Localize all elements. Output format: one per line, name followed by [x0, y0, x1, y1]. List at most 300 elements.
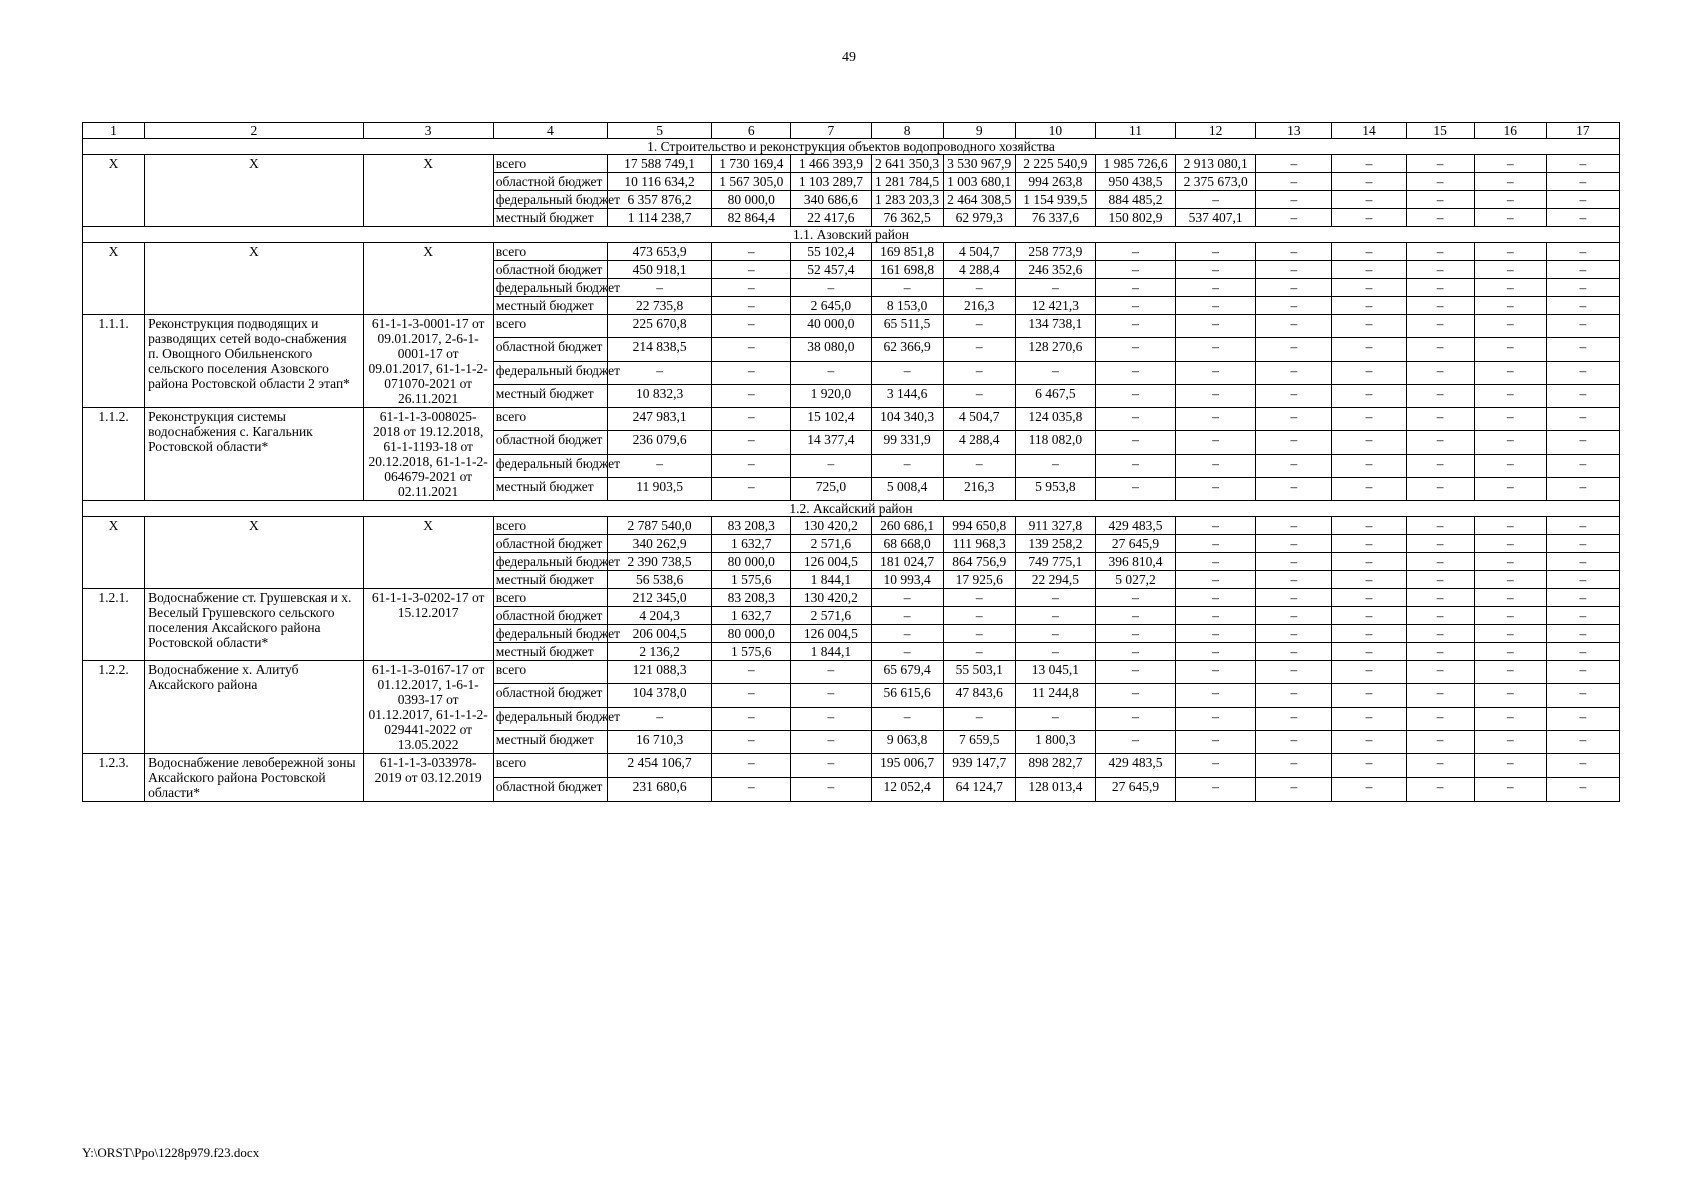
table-row — [83, 315, 1620, 338]
value-cell: 1 920,0 — [791, 384, 871, 407]
value-cell: 99 331,9 — [871, 431, 943, 454]
value-cell: – — [712, 408, 791, 431]
value-cell: – — [1176, 684, 1256, 707]
value-cell: – — [1095, 707, 1175, 730]
value-cell: 13 045,1 — [1015, 661, 1095, 684]
value-cell: – — [1256, 571, 1332, 589]
value-cell: – — [1015, 589, 1095, 607]
value-cell: – — [1095, 297, 1175, 315]
value-cell: 1 844,1 — [791, 643, 871, 661]
value-cell: – — [943, 384, 1015, 407]
value-cell: – — [1332, 191, 1406, 209]
value-cell: 429 483,5 — [1095, 517, 1175, 535]
value-cell: 52 457,4 — [791, 261, 871, 279]
value-cell: – — [1406, 643, 1474, 661]
value-cell: – — [1015, 361, 1095, 384]
value-cell: 1 632,7 — [712, 607, 791, 625]
section-title-row — [83, 501, 1620, 517]
value-cell: 128 013,4 — [1015, 778, 1095, 802]
value-cell: 17 588 749,1 — [608, 155, 712, 173]
item-name: Реконструкция подводящих и разводящих сетей водо-снабжения п. Овощного Обильненского сельского поселения Азовского района Ростовской области 2 этап* — [145, 315, 363, 408]
budget-label: федеральный бюджет — [493, 707, 607, 730]
value-cell: – — [712, 384, 791, 407]
value-cell: 62 979,3 — [943, 209, 1015, 227]
value-cell: – — [1176, 589, 1256, 607]
value-cell: 134 738,1 — [1015, 315, 1095, 338]
value-cell: 16 710,3 — [608, 730, 712, 753]
value-cell: – — [1406, 361, 1474, 384]
column-header: 15 — [1406, 123, 1474, 139]
budget-label: всего — [493, 517, 607, 535]
value-cell: 216,3 — [943, 297, 1015, 315]
value-cell: – — [1406, 261, 1474, 279]
value-cell: – — [1546, 361, 1619, 384]
value-cell: – — [1406, 589, 1474, 607]
value-cell: – — [1015, 625, 1095, 643]
value-cell: – — [943, 707, 1015, 730]
value-cell: – — [1015, 607, 1095, 625]
column-header: 11 — [1095, 123, 1175, 139]
value-cell: – — [1406, 243, 1474, 261]
item-name: Х — [145, 243, 363, 315]
value-cell: 1 844,1 — [791, 571, 871, 589]
value-cell: – — [1546, 643, 1619, 661]
value-cell: – — [1256, 297, 1332, 315]
value-cell: – — [1546, 431, 1619, 454]
budget-label: местный бюджет — [493, 643, 607, 661]
value-cell: – — [712, 730, 791, 753]
value-cell: – — [1256, 173, 1332, 191]
column-header: 17 — [1546, 123, 1619, 139]
column-header: 7 — [791, 123, 871, 139]
value-cell: 10 116 634,2 — [608, 173, 712, 191]
value-cell: – — [1546, 243, 1619, 261]
value-cell: – — [1256, 209, 1332, 227]
value-cell: 898 282,7 — [1015, 754, 1095, 778]
value-cell: – — [1406, 684, 1474, 707]
value-cell: – — [1332, 297, 1406, 315]
value-cell: 195 006,7 — [871, 754, 943, 778]
value-cell: 1 985 726,6 — [1095, 155, 1175, 173]
value-cell: – — [1474, 261, 1546, 279]
value-cell: – — [871, 279, 943, 297]
value-cell: 340 686,6 — [791, 191, 871, 209]
value-cell: 130 420,2 — [791, 589, 871, 607]
value-cell: – — [1332, 707, 1406, 730]
value-cell: 537 407,1 — [1176, 209, 1256, 227]
value-cell: 6 357 876,2 — [608, 191, 712, 209]
value-cell: – — [1176, 477, 1256, 500]
value-cell: – — [1474, 338, 1546, 361]
value-cell: – — [1256, 778, 1332, 802]
footer-file-path: Y:\ORST\Ppo\1228p979.f23.docx — [82, 1145, 260, 1160]
column-header: 4 — [493, 123, 607, 139]
value-cell: – — [1176, 431, 1256, 454]
value-cell: 1 567 305,0 — [712, 173, 791, 191]
value-cell: – — [1406, 730, 1474, 753]
value-cell: – — [791, 778, 871, 802]
table-row — [83, 243, 1620, 261]
value-cell: – — [1176, 643, 1256, 661]
item-number: 1.2.3. — [83, 754, 145, 802]
table-row — [83, 754, 1620, 778]
value-cell: – — [1474, 173, 1546, 191]
value-cell: 4 288,4 — [943, 431, 1015, 454]
value-cell: – — [1256, 730, 1332, 753]
value-cell: 17 925,6 — [943, 571, 1015, 589]
value-cell: – — [1406, 209, 1474, 227]
value-cell: 5 008,4 — [871, 477, 943, 500]
value-cell: – — [1546, 408, 1619, 431]
item-number: 1.2.2. — [83, 661, 145, 754]
value-cell: – — [1095, 454, 1175, 477]
value-cell: 396 810,4 — [1095, 553, 1175, 571]
value-cell: – — [1332, 384, 1406, 407]
value-cell: – — [1474, 191, 1546, 209]
value-cell: – — [1406, 191, 1474, 209]
value-cell: 1 575,6 — [712, 643, 791, 661]
value-cell: – — [1176, 707, 1256, 730]
value-cell: – — [1332, 535, 1406, 553]
item-document-id: 61-1-1-3-008025-2018 от 19.12.2018, 61-1-1193-18 от 20.12.2018, 61-1-1-2-064679-2021 от 02.11.2021 — [363, 408, 493, 501]
value-cell: 83 208,3 — [712, 589, 791, 607]
value-cell: – — [1474, 454, 1546, 477]
value-cell: – — [1332, 454, 1406, 477]
value-cell: – — [1474, 535, 1546, 553]
value-cell: – — [1332, 243, 1406, 261]
value-cell: – — [1546, 209, 1619, 227]
value-cell: – — [1256, 315, 1332, 338]
value-cell: 12 052,4 — [871, 778, 943, 802]
value-cell: – — [1256, 707, 1332, 730]
value-cell: 206 004,5 — [608, 625, 712, 643]
value-cell: – — [1176, 607, 1256, 625]
budget-label: местный бюджет — [493, 297, 607, 315]
value-cell: – — [1474, 243, 1546, 261]
value-cell: – — [1406, 315, 1474, 338]
value-cell: – — [1015, 643, 1095, 661]
value-cell: 169 851,8 — [871, 243, 943, 261]
value-cell: – — [943, 279, 1015, 297]
value-cell: – — [1474, 431, 1546, 454]
value-cell: – — [712, 361, 791, 384]
value-cell: 181 024,7 — [871, 553, 943, 571]
value-cell: – — [1332, 209, 1406, 227]
value-cell: 4 504,7 — [943, 408, 1015, 431]
value-cell: – — [1406, 297, 1474, 315]
budget-label: федеральный бюджет — [493, 279, 607, 297]
column-header: 1 — [83, 123, 145, 139]
value-cell: – — [1406, 338, 1474, 361]
value-cell: – — [1095, 661, 1175, 684]
value-cell: 118 082,0 — [1015, 431, 1095, 454]
value-cell: 340 262,9 — [608, 535, 712, 553]
value-cell: – — [1546, 778, 1619, 802]
budget-label: всего — [493, 243, 607, 261]
value-cell: – — [1474, 517, 1546, 535]
value-cell: 65 679,4 — [871, 661, 943, 684]
item-name: Водоснабжение х. Алитуб Аксайского района — [145, 661, 363, 754]
value-cell: – — [871, 589, 943, 607]
value-cell: 56 615,6 — [871, 684, 943, 707]
value-cell: – — [791, 730, 871, 753]
value-cell: 76 362,5 — [871, 209, 943, 227]
value-cell: – — [1095, 684, 1175, 707]
column-header: 2 — [145, 123, 363, 139]
value-cell: – — [871, 607, 943, 625]
value-cell: – — [943, 607, 1015, 625]
value-cell: – — [1474, 315, 1546, 338]
value-cell: – — [712, 477, 791, 500]
value-cell: 104 340,3 — [871, 408, 943, 431]
value-cell: – — [1176, 191, 1256, 209]
item-number: 1.1.2. — [83, 408, 145, 501]
value-cell: 2 136,2 — [608, 643, 712, 661]
item-document-id: Х — [363, 155, 493, 227]
value-cell: 14 377,4 — [791, 431, 871, 454]
value-cell: – — [1095, 431, 1175, 454]
value-cell: – — [791, 707, 871, 730]
value-cell: – — [1332, 589, 1406, 607]
value-cell: – — [1095, 315, 1175, 338]
value-cell: – — [1176, 279, 1256, 297]
value-cell: 104 378,0 — [608, 684, 712, 707]
budget-label: федеральный бюджет — [493, 191, 607, 209]
value-cell: – — [1546, 607, 1619, 625]
value-cell: – — [712, 279, 791, 297]
budget-label: областной бюджет — [493, 338, 607, 361]
value-cell: – — [712, 431, 791, 454]
value-cell: 22 417,6 — [791, 209, 871, 227]
item-name: Водоснабжение левобережной зоны Аксайского района Ростовской области* — [145, 754, 363, 802]
table-row — [83, 155, 1620, 173]
value-cell: – — [1474, 361, 1546, 384]
column-header: 13 — [1256, 123, 1332, 139]
value-cell: 161 698,8 — [871, 261, 943, 279]
value-cell: 1 466 393,9 — [791, 155, 871, 173]
value-cell: 3 144,6 — [871, 384, 943, 407]
column-header: 10 — [1015, 123, 1095, 139]
value-cell: 3 530 967,9 — [943, 155, 1015, 173]
value-cell: – — [1546, 730, 1619, 753]
value-cell: 2 225 540,9 — [1015, 155, 1095, 173]
value-cell: – — [943, 625, 1015, 643]
value-cell: – — [1546, 173, 1619, 191]
value-cell: 22 294,5 — [1015, 571, 1095, 589]
value-cell: – — [1176, 243, 1256, 261]
value-cell: 1 575,6 — [712, 571, 791, 589]
value-cell: – — [1095, 243, 1175, 261]
value-cell: – — [608, 707, 712, 730]
value-cell: 236 079,6 — [608, 431, 712, 454]
budget-label: федеральный бюджет — [493, 625, 607, 643]
value-cell: – — [1406, 571, 1474, 589]
value-cell: – — [791, 684, 871, 707]
value-cell: – — [608, 454, 712, 477]
value-cell: – — [1474, 209, 1546, 227]
value-cell: 1 632,7 — [712, 535, 791, 553]
value-cell: – — [1256, 754, 1332, 778]
table-row — [83, 589, 1620, 607]
value-cell: – — [1332, 730, 1406, 753]
value-cell: – — [1256, 261, 1332, 279]
value-cell: 884 485,2 — [1095, 191, 1175, 209]
value-cell: – — [1474, 553, 1546, 571]
value-cell: – — [1095, 477, 1175, 500]
value-cell: – — [1176, 661, 1256, 684]
value-cell: 4 288,4 — [943, 261, 1015, 279]
value-cell: – — [1256, 553, 1332, 571]
column-header: 12 — [1176, 123, 1256, 139]
value-cell: – — [712, 315, 791, 338]
value-cell: – — [1546, 261, 1619, 279]
value-cell: 2 787 540,0 — [608, 517, 712, 535]
value-cell: – — [871, 625, 943, 643]
value-cell: 1 154 939,5 — [1015, 191, 1095, 209]
value-cell: – — [1176, 730, 1256, 753]
value-cell: – — [1546, 589, 1619, 607]
value-cell: – — [712, 778, 791, 802]
item-document-id: 61-1-1-3-0202-17 от 15.12.2017 — [363, 589, 493, 661]
value-cell: – — [1176, 454, 1256, 477]
value-cell: – — [1256, 607, 1332, 625]
value-cell: – — [1546, 517, 1619, 535]
value-cell: – — [1256, 408, 1332, 431]
value-cell: 80 000,0 — [712, 625, 791, 643]
value-cell: – — [1095, 643, 1175, 661]
value-cell: – — [1256, 477, 1332, 500]
value-cell: 80 000,0 — [712, 553, 791, 571]
value-cell: – — [1256, 589, 1332, 607]
value-cell: – — [1474, 408, 1546, 431]
value-cell: 473 653,9 — [608, 243, 712, 261]
value-cell: – — [871, 707, 943, 730]
budget-label: всего — [493, 408, 607, 431]
value-cell: – — [1474, 571, 1546, 589]
column-header: 6 — [712, 123, 791, 139]
value-cell: 80 000,0 — [712, 191, 791, 209]
budget-label: всего — [493, 155, 607, 173]
value-cell: – — [1546, 571, 1619, 589]
value-cell: – — [1256, 431, 1332, 454]
value-cell: 11 903,5 — [608, 477, 712, 500]
value-cell: – — [1015, 279, 1095, 297]
item-document-id: 61-1-1-3-033978-2019 от 03.12.2019 — [363, 754, 493, 802]
value-cell: 82 864,4 — [712, 209, 791, 227]
item-document-id: 61-1-1-3-0001-17 от 09.01.2017, 2-6-1-0001-17 от 09.01.2017, 61-1-1-2-071070-2021 от 26.11.2021 — [363, 315, 493, 408]
value-cell: – — [1546, 454, 1619, 477]
section-title-row — [83, 139, 1620, 155]
value-cell: 2 464 308,5 — [943, 191, 1015, 209]
budget-label: федеральный бюджет — [493, 361, 607, 384]
value-cell: 124 035,8 — [1015, 408, 1095, 431]
value-cell: 6 467,5 — [1015, 384, 1095, 407]
value-cell: – — [1176, 625, 1256, 643]
value-cell: – — [943, 643, 1015, 661]
budget-table — [82, 122, 1620, 802]
budget-label: областной бюджет — [493, 173, 607, 191]
value-cell: – — [712, 297, 791, 315]
value-cell: – — [1332, 553, 1406, 571]
value-cell: 450 918,1 — [608, 261, 712, 279]
value-cell: – — [1095, 361, 1175, 384]
item-number: Х — [83, 517, 145, 589]
value-cell: – — [1546, 754, 1619, 778]
value-cell: 10 832,3 — [608, 384, 712, 407]
budget-label: областной бюджет — [493, 778, 607, 802]
value-cell: – — [1474, 589, 1546, 607]
value-cell: – — [1095, 384, 1175, 407]
value-cell: – — [1256, 454, 1332, 477]
value-cell: – — [1406, 477, 1474, 500]
value-cell: – — [1406, 754, 1474, 778]
value-cell: – — [1332, 661, 1406, 684]
column-header: 3 — [363, 123, 493, 139]
value-cell: 911 327,8 — [1015, 517, 1095, 535]
value-cell: – — [1176, 553, 1256, 571]
column-header: 5 — [608, 123, 712, 139]
value-cell: – — [1474, 279, 1546, 297]
value-cell: 225 670,8 — [608, 315, 712, 338]
value-cell: 9 063,8 — [871, 730, 943, 753]
value-cell: 56 538,6 — [608, 571, 712, 589]
item-name: Х — [145, 155, 363, 227]
value-cell: – — [1095, 338, 1175, 361]
value-cell: – — [1256, 361, 1332, 384]
value-cell: 1 103 289,7 — [791, 173, 871, 191]
value-cell: – — [1332, 607, 1406, 625]
value-cell: – — [1332, 261, 1406, 279]
value-cell: – — [791, 279, 871, 297]
value-cell: – — [1474, 155, 1546, 173]
value-cell: – — [1176, 361, 1256, 384]
value-cell: – — [943, 589, 1015, 607]
value-cell: – — [608, 361, 712, 384]
value-cell: – — [1406, 707, 1474, 730]
item-number: 1.1.1. — [83, 315, 145, 408]
value-cell: – — [1095, 279, 1175, 297]
value-cell: – — [1332, 477, 1406, 500]
budget-label: местный бюджет — [493, 730, 607, 753]
table-row — [83, 517, 1620, 535]
value-cell: – — [1474, 643, 1546, 661]
value-cell: – — [1256, 517, 1332, 535]
value-cell: 1 800,3 — [1015, 730, 1095, 753]
value-cell: 212 345,0 — [608, 589, 712, 607]
value-cell: 2 913 080,1 — [1176, 155, 1256, 173]
budget-label: всего — [493, 589, 607, 607]
value-cell: – — [1015, 707, 1095, 730]
value-cell: – — [1095, 607, 1175, 625]
value-cell: – — [791, 754, 871, 778]
value-cell: 130 420,2 — [791, 517, 871, 535]
value-cell: – — [1474, 778, 1546, 802]
value-cell: 8 153,0 — [871, 297, 943, 315]
budget-label: областной бюджет — [493, 684, 607, 707]
value-cell: – — [1406, 279, 1474, 297]
value-cell: 231 680,6 — [608, 778, 712, 802]
value-cell: – — [1406, 408, 1474, 431]
value-cell: 2 641 350,3 — [871, 155, 943, 173]
value-cell: – — [1176, 517, 1256, 535]
value-cell: – — [1332, 517, 1406, 535]
value-cell: 5 953,8 — [1015, 477, 1095, 500]
value-cell: – — [1474, 297, 1546, 315]
value-cell: 2 571,6 — [791, 607, 871, 625]
value-cell: 1 283 203,3 — [871, 191, 943, 209]
value-cell: – — [1256, 684, 1332, 707]
value-cell: 216,3 — [943, 477, 1015, 500]
